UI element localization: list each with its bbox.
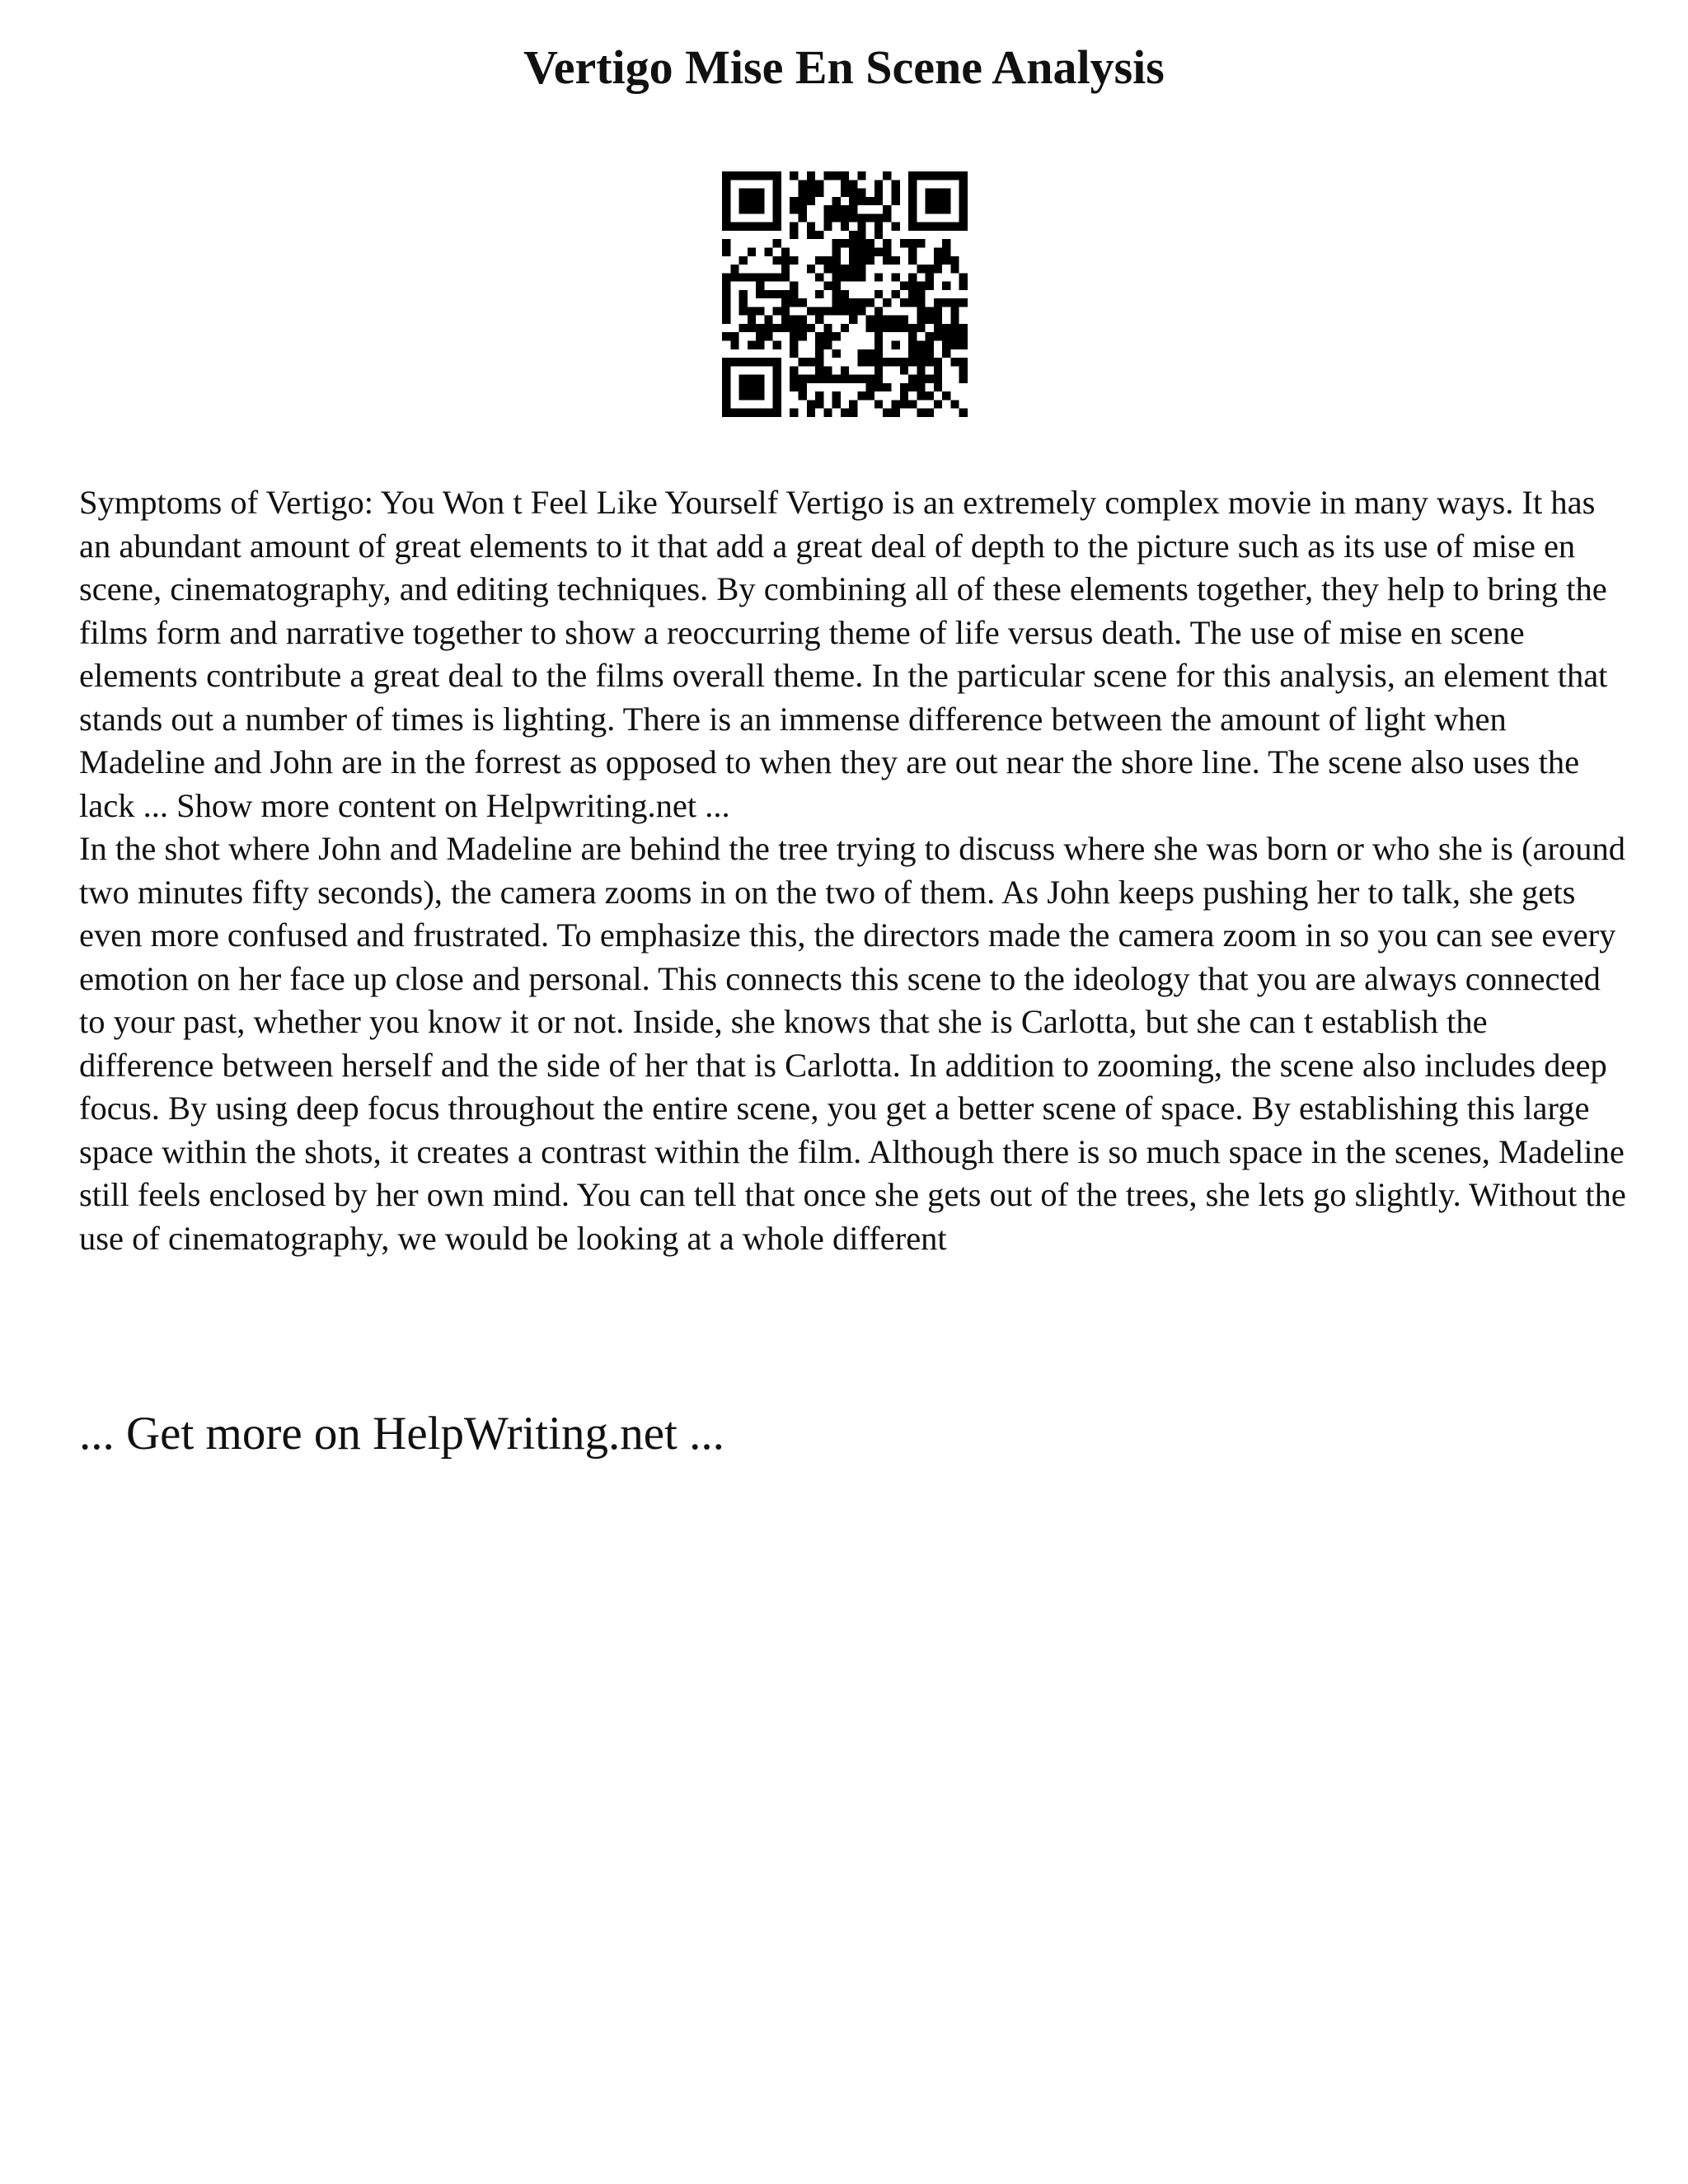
get-more-link[interactable]: ... Get more on HelpWriting.net ... [79,1408,724,1460]
document-title: Vertigo Mise En Scene Analysis [523,40,1165,94]
qr-code-icon [722,171,968,417]
article-paragraph-1: Symptoms of Vertigo: You Won t Feel Like Yourself Vertigo is an extremely complex movie in many ways. It has an abundant amount of great elements to it that add a great deal of depth to the picture such as its use of mise en scene, cinematography, and editing techniques. By combining all of these elements together, they help to bring the films form and narrative together to show a reoccurring theme of life versus death. The use of mise en scene elements contribute a great deal to the films overall theme. In the particular scene for this analysis, an element that stands out a number of times is lighting. There is an immense difference between the amount of light when Madeline and John are in the forrest as opposed to when they are out near the shore line. The scene also uses the lack ... Show more content on Helpwriting.net ... [79,484,1608,824]
article-paragraph-2: In the shot where John and Madeline are behind the tree trying to discuss where she was born or who she is (around two minutes fifty seconds), the camera zooms in on the two of them. As John keeps pushing her to talk, she gets even more confused and frustrated. To emphasize this, the directors made the camera zoom in so you can see every emotion on her face up close and personal. This connects this scene to the ideology that you are always connected to your past, whether you know it or not. Inside, she knows that she is Carlotta, but she can t establish the difference between herself and the side of her that is Carlotta. In addition to zooming, the scene also includes deep focus. By using deep focus throughout the entire scene, you get a better scene of space. By establishing this large space within the shots, it creates a contrast within the film. Although there is so much space in the scenes, Madeline still feels enclosed by her own mind. You can tell that once she gets out of the trees, she lets go slightly. Without the use of cinematography, we would be looking at a whole different [79,830,1626,1257]
article-body [79,481,1629,1260]
